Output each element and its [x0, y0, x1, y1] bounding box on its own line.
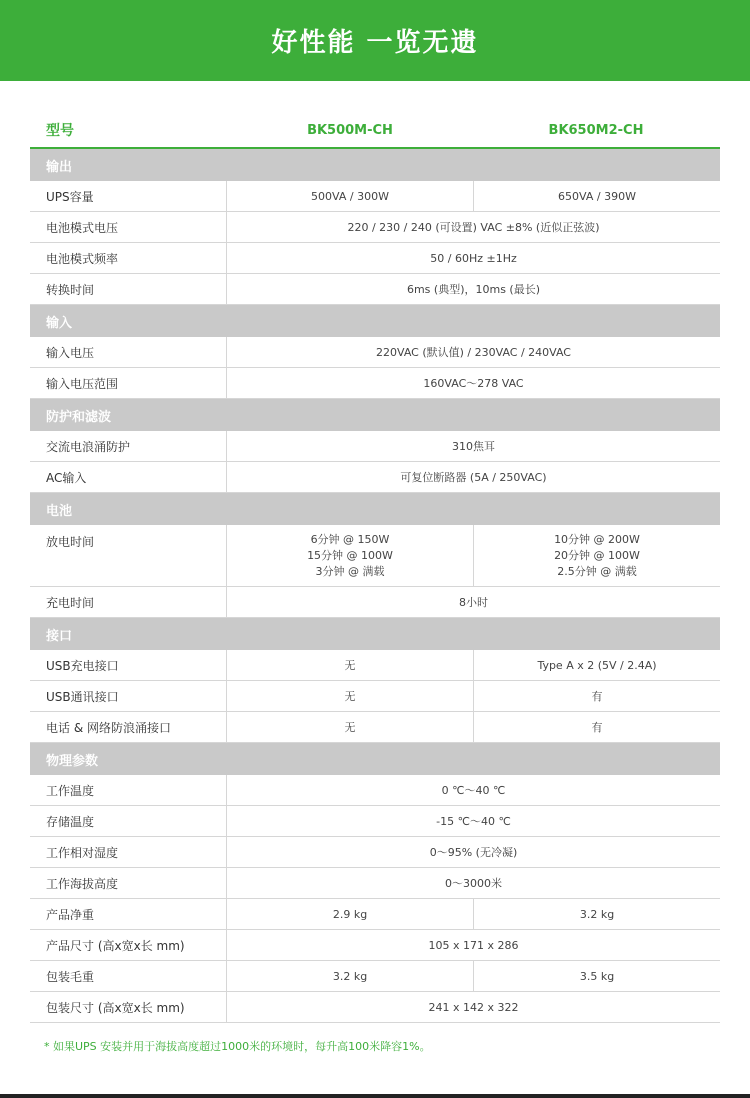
row-label: 输入电压 [30, 337, 227, 367]
discharge-line: 2.5分钟 @ 满载 [557, 564, 637, 578]
value-model-b: 3.5 kg [579, 969, 615, 983]
value-model-b: Type A x 2 (5V / 2.4A) [537, 658, 657, 672]
table-row [30, 462, 720, 493]
header-model-b: BK650M2-CH [548, 122, 644, 138]
value-model-b [474, 525, 720, 586]
section-input: 输入 [30, 305, 720, 337]
section-physical: 物理参数 [30, 743, 720, 775]
page-banner [0, 0, 750, 81]
table-row [30, 525, 720, 587]
row-label: AC输入 [30, 462, 227, 492]
table-row [30, 431, 720, 462]
value-shared: 50 / 60Hz ±1Hz [430, 251, 517, 265]
value-shared: 0～95% (无冷凝) [429, 846, 518, 859]
value-model-a: 无 [227, 712, 474, 742]
value-shared: 241 x 142 x 322 [428, 1000, 519, 1014]
table-row [30, 961, 720, 992]
table-row [30, 274, 720, 305]
row-label: 工作海拔高度 [30, 868, 227, 898]
row-label: USB充电接口 [30, 650, 227, 680]
table-row [30, 650, 720, 681]
value-model-b: 3.2 kg [579, 907, 615, 921]
row-label: 转换时间 [30, 274, 227, 304]
section-interface: 接口 [30, 618, 720, 650]
row-label: 电池模式频率 [30, 243, 227, 273]
value-model-a: 3.2 kg [227, 961, 474, 991]
value-model-b: 650VA / 390W [558, 189, 636, 203]
value-model-a: 2.9 kg [227, 899, 474, 929]
value-shared: 8小时 [459, 596, 488, 609]
discharge-line: 20分钟 @ 100W [554, 548, 640, 562]
row-label: 存储温度 [30, 806, 227, 836]
value-shared: 6ms (典型)，10ms (最长) [406, 283, 541, 296]
row-label: 工作温度 [30, 775, 227, 805]
row-label: 输入电压范围 [30, 368, 227, 398]
value-shared: 可复位断路器 (5A / 250VAC) [400, 471, 547, 484]
footnote: * 如果UPS 安装并用于海拔高度超过1000米的环境时，每升高100米降容1%。 [44, 1040, 431, 1053]
table-row [30, 337, 720, 368]
value-shared: 310焦耳 [452, 440, 495, 453]
table-row [30, 587, 720, 618]
discharge-line: 3分钟 @ 满载 [315, 564, 385, 578]
value-model-a: 500VA / 300W [227, 181, 474, 211]
table-header [30, 113, 720, 149]
row-label: 电池模式电压 [30, 212, 227, 242]
value-model-b: 有 [591, 721, 603, 734]
section-protection: 防护和滤波 [30, 399, 720, 431]
table-row [30, 992, 720, 1023]
page-title: 好性能 一览无遗 [271, 28, 479, 58]
table-row [30, 837, 720, 868]
value-shared: 220VAC (默认值) / 230VAC / 240VAC [376, 346, 571, 359]
table-row [30, 806, 720, 837]
table-row [30, 775, 720, 806]
spec-table [30, 113, 720, 1023]
discharge-line: 6分钟 @ 150W [310, 532, 390, 546]
value-shared: 0 ℃～40 ℃ [441, 784, 506, 797]
table-row [30, 212, 720, 243]
value-shared: 220 / 230 / 240 (可设置) VAC ±8% (近似正弦波) [347, 221, 600, 234]
row-label: 产品净重 [30, 899, 227, 929]
section-output: 输出 [30, 149, 720, 181]
table-row [30, 181, 720, 212]
row-label: 包装尺寸 (高x宽x长 mm) [30, 992, 227, 1022]
value-model-a: 无 [227, 681, 474, 711]
discharge-line: 15分钟 @ 100W [307, 548, 393, 562]
row-label: 电话 & 网络防浪涌接口 [30, 712, 227, 742]
row-label: UPS容量 [30, 181, 227, 211]
row-label: 工作相对湿度 [30, 837, 227, 867]
row-label: 产品尺寸 (高x宽x长 mm) [30, 930, 227, 960]
bottom-divider [0, 1094, 750, 1098]
table-row [30, 368, 720, 399]
row-label: 包装毛重 [30, 961, 227, 991]
section-battery: 电池 [30, 493, 720, 525]
header-model-a: BK500M-CH [307, 122, 393, 138]
row-label: 交流电浪涌防护 [30, 431, 227, 461]
table-row [30, 712, 720, 743]
table-row [30, 243, 720, 274]
table-row [30, 868, 720, 899]
row-label: USB通讯接口 [30, 681, 227, 711]
value-model-b: 有 [591, 690, 603, 703]
discharge-line: 10分钟 @ 200W [554, 532, 640, 546]
table-row [30, 681, 720, 712]
value-model-a: 无 [227, 650, 474, 680]
table-row [30, 899, 720, 930]
table-row [30, 930, 720, 961]
value-shared: 105 x 171 x 286 [428, 938, 519, 952]
header-label: 型号 [46, 123, 74, 139]
value-shared: 0～3000米 [445, 877, 502, 890]
row-label: 放电时间 [30, 525, 227, 586]
value-shared: 160VAC～278 VAC [423, 377, 524, 390]
value-model-a [227, 525, 474, 586]
value-shared: -15 ℃～40 ℃ [436, 815, 511, 828]
row-label: 充电时间 [30, 587, 227, 617]
